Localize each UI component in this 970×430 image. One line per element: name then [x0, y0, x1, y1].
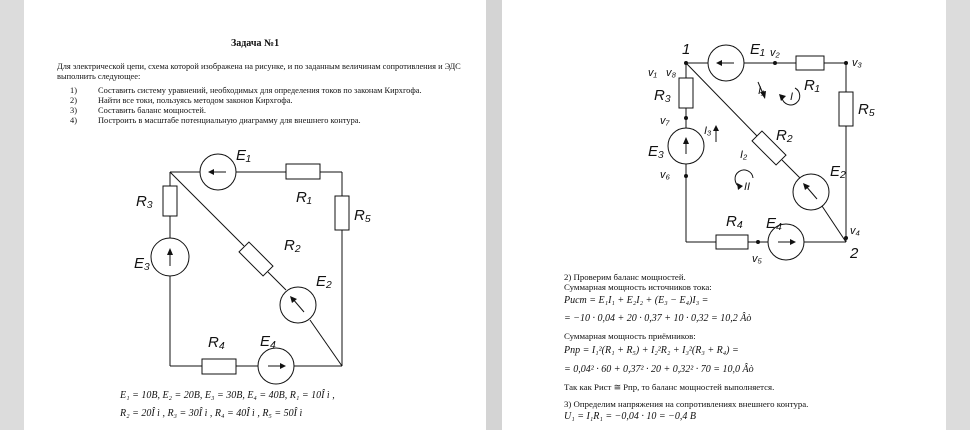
balance-conclusion: Так как Pист ≅ Pпр, то баланс мощностей выполняется. — [564, 382, 775, 392]
label-v3: v₃ — [852, 57, 862, 69]
resistor-r5-left — [335, 196, 349, 230]
receivers-heading: Суммарная мощность приёмников: — [564, 331, 696, 341]
receivers-calc: = 0,04² · 60 + 0,37² · 20 + 0,32² · 70 = 10,0 Âò — [564, 364, 754, 375]
label-e1-right: E₁ — [750, 41, 765, 58]
task-title: Задача №1 — [230, 38, 280, 49]
given-values-line2: R₂ = 20Î ì , R₃ = 30Î ì , R₄ = 40Î ì , R₅ = 50Î ì — [120, 408, 303, 419]
label-i2: I₂ — [740, 149, 748, 161]
resistor-r4-left — [202, 359, 236, 374]
sources-calc: = −10 · 0,04 + 20 · 0,37 + 10 · 0,32 = 10,2 Âò — [564, 313, 752, 324]
label-e3-left: E₃ — [134, 255, 150, 272]
sources-heading: Суммарная мощность источников тока: — [564, 282, 712, 292]
label-r2-left: R₂ — [284, 237, 301, 254]
resistor-r3-right — [679, 78, 693, 108]
label-r3-left: R₃ — [136, 193, 153, 210]
resistor-r4-right — [716, 235, 748, 249]
label-v2: v₂ — [770, 47, 780, 59]
node-dot-v3 — [844, 61, 848, 65]
label-loop-i: I — [790, 91, 794, 103]
label-e4-left: E₄ — [260, 333, 277, 350]
label-e2-right: E₂ — [830, 163, 846, 180]
resistor-r3-left — [163, 186, 177, 216]
circuit-diagram-right — [502, 0, 946, 270]
receivers-formula: Pпр = I₁²(R₁ + R₅) + I₂²R₂ + I₃²(R₃ + R₄) = — [564, 345, 739, 356]
node-dot-v2 — [773, 61, 777, 65]
label-r2-right: R₂ — [776, 127, 793, 144]
voltage-formula: U₁ = I₁R₁ = −0,04 · 10 = −0,4 В — [564, 411, 696, 422]
label-r3-right: R₃ — [654, 87, 671, 104]
task-item: 2) Найти все токи, пользуясь методом законов Кирхгофа. — [70, 96, 293, 105]
task-intro: Для электрической цепи, схема которой изображена на рисунке, и по заданным величинам сопротивления и ЭДС выполнить следующее: — [57, 62, 461, 81]
circuit-diagram-left — [24, 0, 486, 430]
label-i1: I₁ — [758, 85, 765, 97]
label-r5-left: R₅ — [354, 207, 371, 224]
node-dot-v5 — [756, 240, 760, 244]
label-r1-right: R₁ — [804, 77, 820, 94]
resistor-r5-right — [839, 92, 853, 126]
label-v6: v₆ — [660, 169, 670, 181]
node-dot-v7 — [684, 116, 688, 120]
task-item: 3) Составить баланс мощностей. — [70, 106, 206, 115]
label-r5-right: R₅ — [858, 101, 875, 118]
label-r4-right: R₄ — [726, 213, 743, 230]
label-node-1: 1 — [682, 41, 691, 58]
label-v7: v₇ — [660, 115, 670, 127]
label-r4-left: R₄ — [208, 334, 225, 351]
given-values-line1: E₁ = 10В, E₂ = 20В, E₃ = 30В, E₄ = 40В, R₁ = 10Î ì , — [120, 390, 335, 401]
balance-heading: 2) Проверим баланс мощностей. — [564, 272, 686, 282]
label-e2-left: E₂ — [316, 273, 332, 290]
label-e3-right: E₃ — [648, 143, 664, 160]
task-item: 4) Построить в масштабе потенциальную диаграмму для внешнего контура. — [70, 116, 361, 125]
node-dot-v4 — [844, 236, 848, 240]
label-e1-left: E₁ — [236, 147, 251, 164]
label-r1-left: R₁ — [296, 189, 312, 206]
label-e4-right: E₄ — [766, 215, 783, 232]
label-node-2: 2 — [850, 245, 859, 262]
page-gap — [486, 0, 502, 430]
node-dot-v1 — [684, 61, 688, 65]
label-i3: I₃ — [704, 125, 712, 137]
label-v8: v₈ — [666, 67, 677, 79]
left-page — [24, 0, 486, 430]
right-page — [502, 0, 946, 430]
resistor-r1-left — [286, 164, 320, 179]
label-v5: v₅ — [752, 253, 762, 265]
label-loop-ii: II — [744, 181, 751, 193]
resistor-r2-left — [239, 242, 273, 276]
task-item: 1) Составить систему уравнений, необходимых для определения токов по законам Кирхгофа. — [70, 86, 422, 95]
node-dot-v6 — [684, 174, 688, 178]
voltage-heading: 3) Определим напряжения на сопротивлениях внешнего контура. — [564, 399, 809, 409]
label-v1: v₁ — [648, 67, 657, 79]
label-v4: v₄ — [850, 225, 860, 237]
resistor-r1-right — [796, 56, 824, 70]
sources-formula: Pист = E₁I₁ + E₂I₂ + (E₃ − E₄)I₃ = — [564, 295, 709, 306]
